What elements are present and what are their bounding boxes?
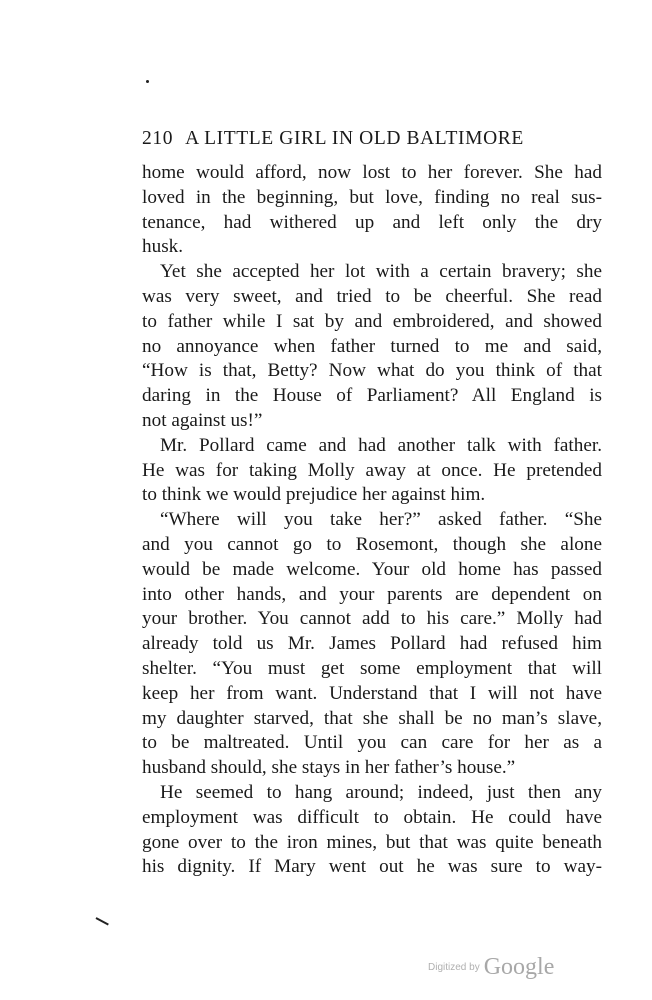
text-line: loved in the beginning, but love, finding no real sus- [142,186,602,208]
text-line: husk. [142,236,184,258]
text-line: tenance, had withered up and left only the dry [142,211,602,233]
text-line: keep her from want. Understand that I will not have [142,682,602,704]
text-line: home would afford, now lost to her forever. She had [142,162,602,183]
text-line: was very sweet, and tried to be cheerful. She read [142,285,602,307]
text-line: to father while I sat by and embroidered, and showed [142,310,602,332]
text-line: his dignity. If Mary went out he was sure to way- [142,856,602,878]
running-title: A LITTLE GIRL IN OLD BALTIMORE [185,128,524,149]
running-header [142,128,604,150]
digitized-label: Digitized by [428,962,480,973]
text-line: my daughter starved, that she shall be no man’s slave, [142,707,602,729]
text-line: and you cannot go to Rosemont, though she alone [142,533,602,555]
text-line: into other hands, and your parents are dependent on [142,583,602,605]
text-line: already told us Mr. James Pollard had refused him [142,633,602,655]
text-line: to be maltreated. Until you can care for her as a [142,732,602,754]
text-line: no annoyance when father turned to me and said, [142,335,602,357]
google-logo: Google [483,954,555,980]
text-line: to think we would prejudice her against him. [142,484,486,506]
text-line: “Where will you take her?” asked father. “She [160,509,602,531]
digitized-watermark [428,954,554,981]
text-line: Yet she accepted her lot with a certain bravery; she [160,261,602,283]
text-line: “How is that, Betty? Now what do you think of that [142,360,602,382]
text-line: daring in the House of Parliament? All England is [142,385,602,407]
text-line: employment was difficult to obtain. He could have [142,806,602,828]
ink-mark [96,917,109,925]
page-number: 210 [142,128,174,149]
text-line: gone over to the iron mines, but that was quite beneath [142,831,602,853]
text-line: not against us!” [142,409,263,431]
text-line: would be made welcome. Your old home has passed [142,558,602,580]
text-line: Mr. Pollard came and had another talk with father. [160,434,602,456]
text-line: He was for taking Molly away at once. He pretended [142,459,602,481]
text-line: shelter. “You must get some employment that will [142,657,602,679]
text-line: husband should, she stays in her father’s house.” [142,757,516,779]
text-line: He seemed to hang around; indeed, just then any [160,781,602,803]
body-text [142,161,602,880]
ink-speck [146,80,149,83]
text-line: your brother. You cannot add to his care.” Molly had [142,608,602,630]
